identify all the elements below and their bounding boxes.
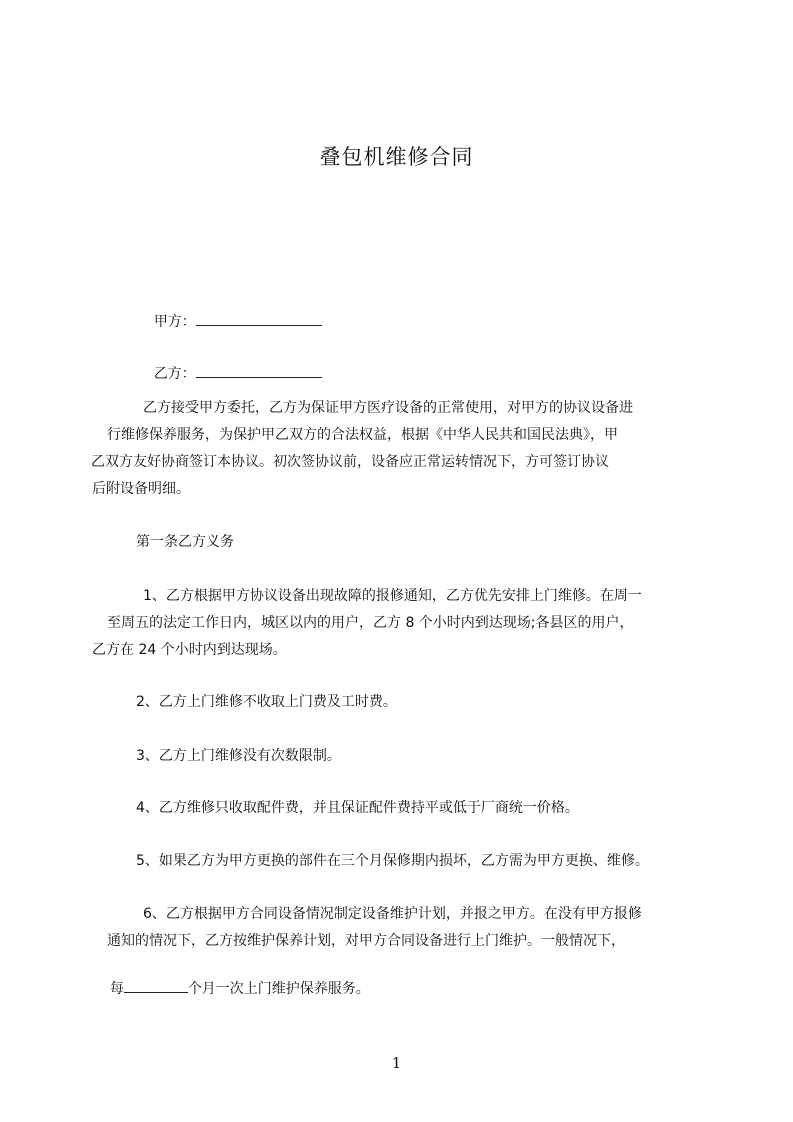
- clause-line: 1、乙方根据甲方协议设备出现故障的报修通知，乙方优先安排上门维修。在周一: [143, 588, 642, 604]
- intro-line: 后附设备明细。: [92, 481, 190, 497]
- clause6-suffix: 个月一次上门维护保养服务。: [187, 981, 370, 997]
- party-a-label: 甲方：: [153, 314, 196, 330]
- clause-last-line: [92, 958, 370, 1019]
- page-number: 1: [391, 1054, 402, 1072]
- clause-line: 5、如果乙方为甲方更换的部件在三个月保修期内损坏，乙方需为甲方更换、维修。: [136, 853, 649, 869]
- intro-line: 乙双方友好协商签订本协议。初次签协议前，设备应正常运转情况下，方可签订协议: [91, 454, 609, 470]
- clause-line: 4、乙方维修只收取配件费，并且保证配件费持平或低于厂商统一价格。: [136, 800, 579, 816]
- party-a-blank[interactable]: [196, 311, 322, 326]
- clause-line: 6、乙方根据甲方合同设备情况制定设备维护计划，并报之甲方。在没有甲方报修: [143, 906, 642, 922]
- party-b-line: [136, 343, 322, 404]
- clause-line: 3、乙方上门维修没有次数限制。: [136, 748, 341, 764]
- intro-line: 行维修保养服务，为保护甲乙双方的合法权益，根据《中华人民共和国民法典》，甲: [107, 427, 618, 443]
- article-heading: 第一条乙方义务: [136, 534, 234, 550]
- clause-line: 至周五的法定工作日内，城区以内的用户，乙方 8 个小时内到达现场;各县区的用户，: [107, 615, 634, 631]
- document-title: 叠包机维修合同: [319, 145, 474, 169]
- party-b-label: 乙方：: [153, 366, 196, 382]
- months-blank[interactable]: [124, 978, 188, 993]
- clause-line: 通知的情况下，乙方按维护保养计划，对甲方合同设备进行上门维护。一般情况下，: [107, 933, 625, 949]
- clause-line: 乙方在 24 个小时内到达现场。: [92, 642, 287, 658]
- intro-line: 乙方接受甲方委托，乙方为保证甲方医疗设备的正常使用，对甲方的协议设备进: [143, 400, 633, 416]
- clause-line: 2、乙方上门维修不收取上门费及工时费。: [136, 694, 397, 710]
- party-b-blank[interactable]: [196, 363, 322, 378]
- clause6-prefix: 每: [109, 981, 124, 997]
